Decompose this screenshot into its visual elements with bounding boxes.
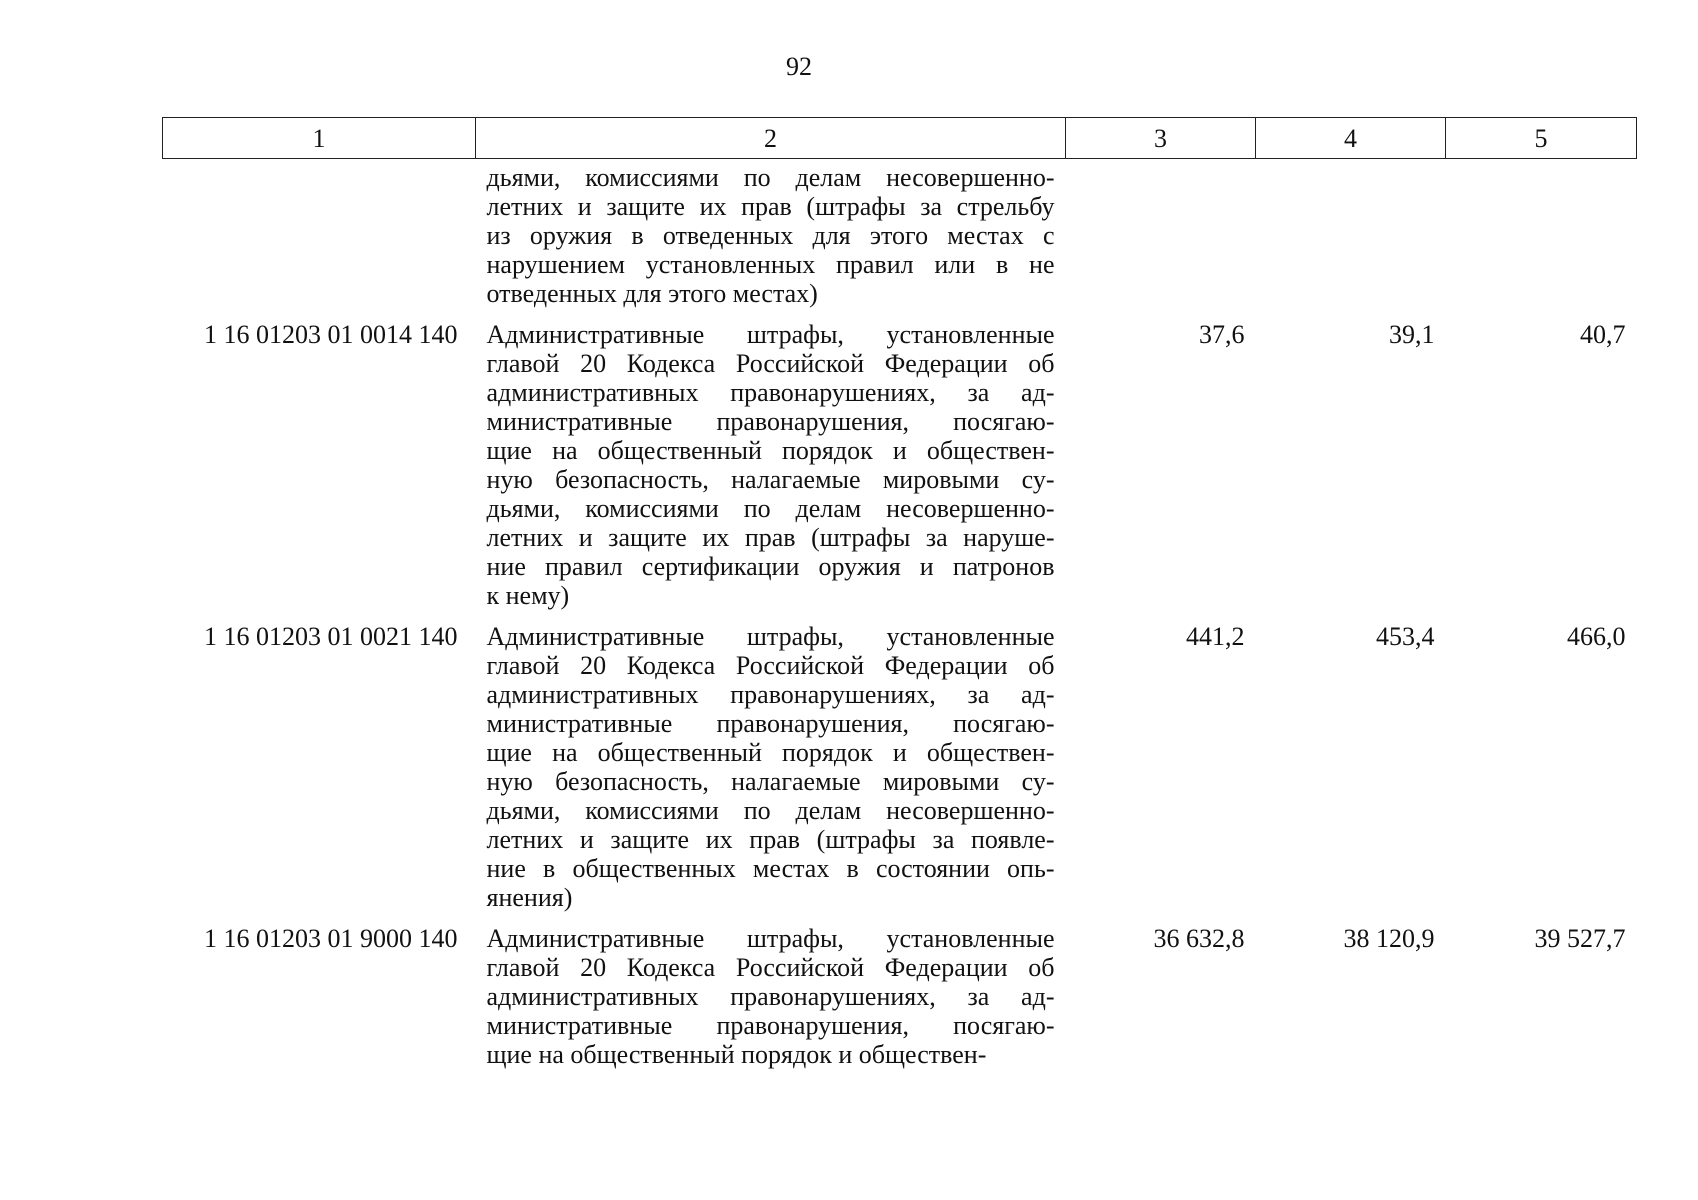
row-description bbox=[476, 622, 1066, 924]
table-row bbox=[163, 159, 1637, 321]
row-value-col-5: 466,0 bbox=[1567, 622, 1626, 651]
row-value-col-5: 40,7 bbox=[1580, 320, 1626, 349]
page-number-text: 92 bbox=[786, 52, 812, 81]
header-col-1: 1 bbox=[163, 118, 476, 159]
row-value-col-4: 39,1 bbox=[1389, 320, 1435, 349]
description-line: янения) bbox=[486, 883, 573, 912]
header-col-2: 2 bbox=[476, 118, 1066, 159]
description-line: ние правил сертификации оружия и патронов bbox=[486, 552, 1055, 581]
header-row bbox=[163, 118, 1637, 159]
header-col-3: 3 bbox=[1066, 118, 1256, 159]
row-value-col-5 bbox=[1446, 159, 1637, 321]
description-line: летних и защите их прав (штрафы за наруше- bbox=[486, 523, 1055, 552]
row-value-col-3: 36 632,8 bbox=[1153, 924, 1245, 953]
description-line: щие на общественный порядок и обществен- bbox=[486, 1040, 987, 1069]
description-line: отведенных для этого местах) bbox=[486, 279, 818, 308]
description-line: дьями, комиссиями по делам несовершенно- bbox=[486, 494, 1055, 523]
row-value-col-3: 37,6 bbox=[1199, 320, 1245, 349]
page-number bbox=[0, 52, 1698, 82]
description-line: щие на общественный порядок и обществен- bbox=[486, 738, 1055, 767]
description-line: административных правонарушениях, за ад- bbox=[486, 378, 1055, 407]
description-line: Административные штрафы, установленные bbox=[486, 622, 1055, 651]
table-body bbox=[163, 159, 1637, 1082]
description-line: Административные штрафы, установленные bbox=[486, 320, 1055, 349]
description-line: административных правонарушениях, за ад- bbox=[486, 982, 1055, 1011]
description-line: министративные правонарушения, посягаю- bbox=[486, 407, 1055, 436]
description-line: дьями, комиссиями по делам несовершенно- bbox=[486, 796, 1055, 825]
description-line: главой 20 Кодекса Российской Федерации об bbox=[486, 349, 1055, 378]
header-col-5: 5 bbox=[1446, 118, 1637, 159]
description-line: Административные штрафы, установленные bbox=[486, 924, 1055, 953]
description-line: министративные правонарушения, посягаю- bbox=[486, 1011, 1055, 1040]
description-line: щие на общественный порядок и обществен- bbox=[486, 436, 1055, 465]
row-value-col-4: 38 120,9 bbox=[1343, 924, 1435, 953]
description-line: ние в общественных местах в состоянии опь- bbox=[486, 854, 1055, 883]
row-code: 1 16 01203 01 0021 140 bbox=[204, 622, 458, 651]
row-description bbox=[476, 320, 1066, 622]
table-row bbox=[163, 924, 1637, 1081]
budget-table bbox=[162, 117, 1637, 1081]
row-value-col-4 bbox=[1256, 159, 1446, 321]
row-value-col-5: 39 527,7 bbox=[1534, 924, 1626, 953]
description-line: дьями, комиссиями по делам несовершенно- bbox=[486, 163, 1055, 192]
row-description bbox=[476, 159, 1066, 321]
table-row bbox=[163, 320, 1637, 622]
description-line: ную безопасность, налагаемые мировыми су- bbox=[486, 767, 1055, 796]
header-col-4: 4 bbox=[1256, 118, 1446, 159]
row-value-col-3 bbox=[1066, 159, 1256, 321]
row-code: 1 16 01203 01 0014 140 bbox=[204, 320, 458, 349]
row-description bbox=[476, 924, 1066, 1081]
description-line: летних и защите их прав (штрафы за стрельбу bbox=[486, 192, 1055, 221]
table-row bbox=[163, 622, 1637, 924]
description-line: административных правонарушениях, за ад- bbox=[486, 680, 1055, 709]
description-line: нарушением установленных правил или в не bbox=[486, 250, 1055, 279]
description-line: из оружия в отведенных для этого местах с bbox=[486, 221, 1055, 250]
row-value-col-4: 453,4 bbox=[1376, 622, 1435, 651]
row-code bbox=[163, 159, 476, 321]
row-value-col-3: 441,2 bbox=[1186, 622, 1245, 651]
table-header bbox=[163, 118, 1637, 159]
description-line: министративные правонарушения, посягаю- bbox=[486, 709, 1055, 738]
description-line: ную безопасность, налагаемые мировыми су- bbox=[486, 465, 1055, 494]
description-line: главой 20 Кодекса Российской Федерации об bbox=[486, 953, 1055, 982]
description-line: летних и защите их прав (штрафы за появле- bbox=[486, 825, 1055, 854]
description-line: к нему) bbox=[486, 581, 570, 610]
row-code: 1 16 01203 01 9000 140 bbox=[204, 924, 458, 953]
description-line: главой 20 Кодекса Российской Федерации об bbox=[486, 651, 1055, 680]
